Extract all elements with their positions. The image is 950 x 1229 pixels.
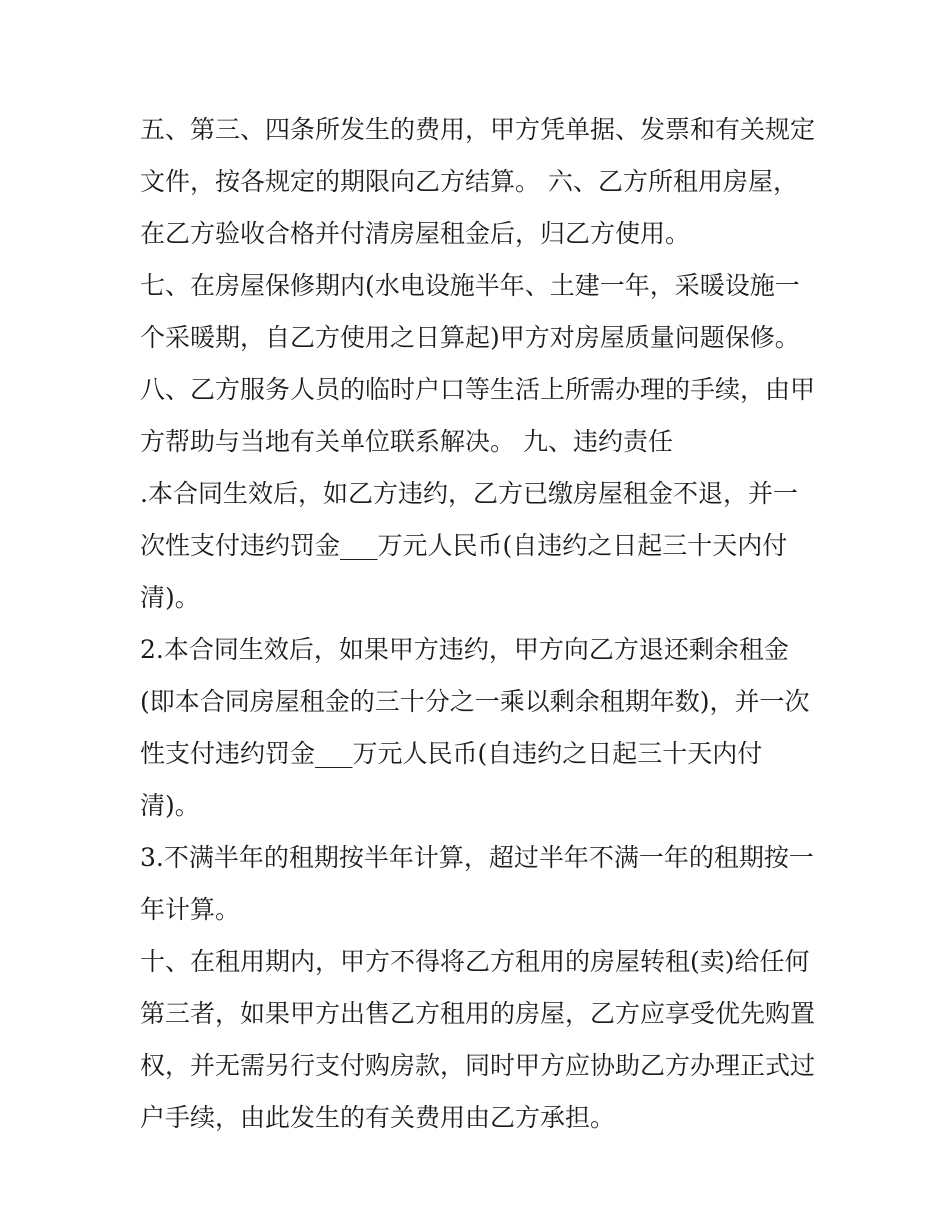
text-line: 个采暖期，自乙方使用之日算起)甲方对房屋质量问题保修。: [140, 323, 800, 352]
text-line: 文件，按各规定的期限向乙方结算。 六、乙方所租用房屋，: [140, 167, 798, 196]
text-line: 方帮助与当地有关单位联系解决。 九、违约责任: [140, 427, 673, 456]
text-line: 第三者，如果甲方出售乙方租用的房屋，乙方应享受优先购置: [140, 999, 816, 1028]
text-line: 户手续，由此发生的有关费用由乙方承担。: [140, 1103, 616, 1132]
text-line: .本合同生效后，如乙方违约，乙方已缴房屋租金不退，并一: [140, 479, 798, 508]
document-body: [140, 104, 840, 1144]
text-line: 七、在房屋保修期内(水电设施半年、土建一年，采暖设施一: [140, 271, 800, 300]
text-line: 次性支付违约罚金___万元人民币(自违约之日起三十天内付: [140, 531, 788, 560]
text-line: 五、第三、四条所发生的费用，甲方凭单据、发票和有关规定: [140, 115, 816, 144]
text-line: 年计算。: [140, 895, 241, 924]
text-line: 3.不满半年的租期按半年计算，超过半年不满一年的租期按一: [140, 843, 814, 872]
text-line: 2.本合同生效后，如果甲方违约，甲方向乙方退还剩余租金: [140, 635, 789, 664]
text-line: (即本合同房屋租金的三十分之一乘以剩余租期年数)，并一次: [140, 687, 810, 716]
text-line: 清)。: [140, 791, 200, 820]
text-line: 十、在租用期内，甲方不得将乙方租用的房屋转租(卖)给任何: [140, 947, 810, 976]
text-line: 权，并无需另行支付购房款，同时甲方应协助乙方办理正式过: [140, 1051, 816, 1080]
text-line: 八、乙方服务人员的临时户口等生活上所需办理的手续，由甲: [140, 375, 816, 404]
text-line: 性支付违约罚金___万元人民币(自违约之日起三十天内付: [140, 739, 763, 768]
text-line: 清)。: [140, 583, 200, 612]
text-line: 在乙方验收合格并付清房屋租金后，归乙方使用。: [140, 219, 691, 248]
